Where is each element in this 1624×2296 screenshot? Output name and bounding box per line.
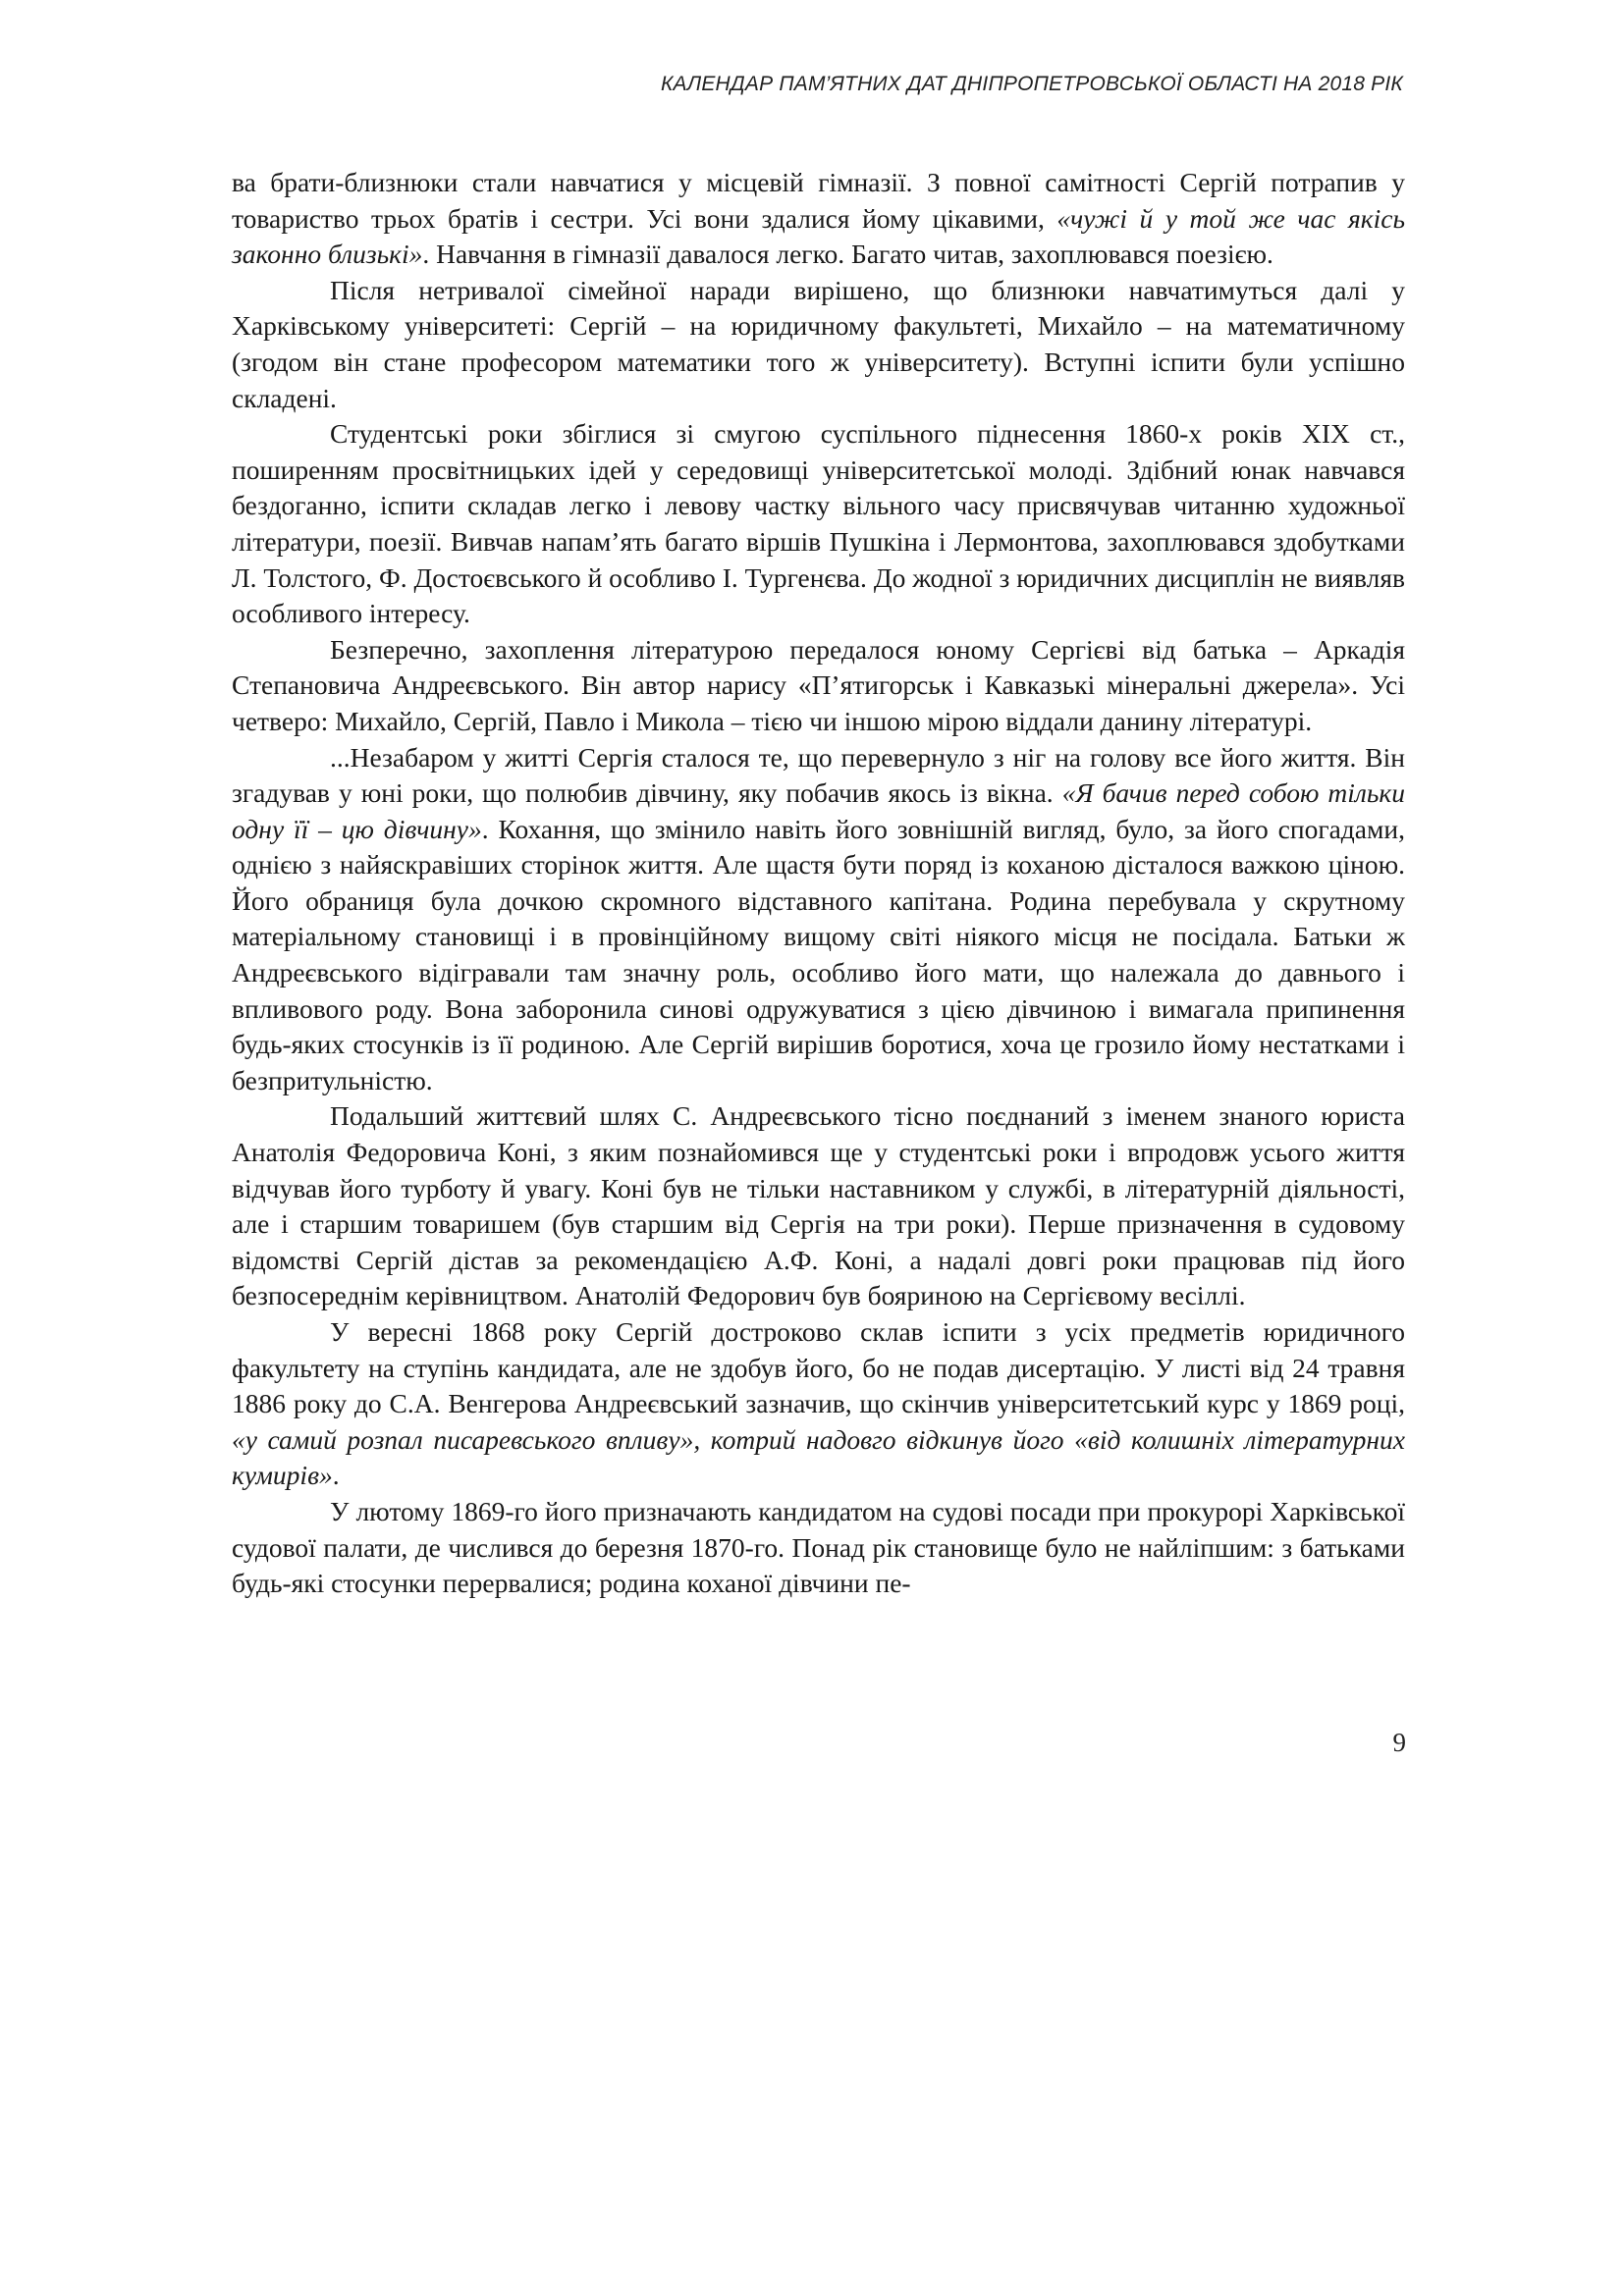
paragraph: У лютому 1869-го його призначають кандидатом на судові посади при прокурорі Харківської судової палати, де числився до березня 1870-го. Понад рік становище було не найліпшим: з батьками будь-які стосунки перервалися; родина коханої дівчини пе- bbox=[232, 1495, 1405, 1599]
paragraph: Подальший життєвий шлях С. Андреєвського тісно поєднаний з іменем знаного юриста Анатолія Федоровича Коні, з яким познайомився ще у студентські роки і впродовж усього життя відчував його турботу й увагу. Коні був не тільки наставником у службі, в літературній діяльності, але і старшим товаришем (був старшим від Сергія на три роки). Перше призначення в судовому відомстві Сергій дістав за рекомендацією А.Ф. Коні, а надалі довгі роки працював під його безпосереднім керівництвом. Анатолій Федорович був бояриною на Сергієвому весіллі. bbox=[232, 1100, 1405, 1311]
paragraph: ва брати-близнюки стали навчатися у місцевій гімназії. З повної самітності Сергій потрапив у товариство трьох братів і сестри. Усі вони здалися йому цікавими, «чужі й у той же час якісь законно близькі». Навчання в гімназії давалося легко. Багато читав, захоплювався поезією. bbox=[232, 167, 1405, 270]
running-header: КАЛЕНДАР ПАМ’ЯТНИХ ДАТ ДНІПРОПЕТРОВСЬКОЇ ОБЛАСТІ НА 2018 РІК bbox=[660, 73, 1403, 95]
paragraph: Після нетривалої сімейної наради вирішено, що близнюки навчатимуться далі у Харківському університеті: Сергій – на юридичному факультеті, Михайло – на математичному (згодом він стане професором математики того ж університету). Вступні іспити були успішно складені. bbox=[232, 274, 1405, 413]
paragraph: Студентські роки збіглися зі смугою суспільного піднесення 1860-х років XIX ст., поширенням просвітницьких ідей у середовищі університетської молоді. Здібний юнак навчався бездоганно, іспити складав легко і левову частку вільного часу присвячував читанню художньої літератури, поезії. Вивчав напам’ять багато віршів Пушкіна і Лермонтова, захоплювався здобутками Л. Толстого, Ф. Достоєвського й особливо І. Тургенєва. До жодної з юридичних дисциплін не виявляв особливого інтересу. bbox=[232, 418, 1405, 629]
paragraph: ...Незабаром у житті Сергія сталося те, що перевернуло з ніг на голову все його життя. Він згадував у юні роки, що полюбив дівчину, яку побачив якось із вікна. «Я бачив перед собою тільки одну її – цю дівчину». Кохання, що змінило навіть його зовнішній вигляд, було, за його спогадами, однією з найяскравіших сторінок життя. Але щастя бути поряд із коханою дісталося важкою ціною. Його обраниця була дочкою скромного відставного капітана. Родина перебувала у скрутному матеріальному становищі і в провінційному вищому світі ніякого місця не посідала. Батьки ж Андреєвського відігравали там значну роль, особливо його мати, що належала до давнього і впливового роду. Вона заборонила синові одружуватися з цією дівчиною і вимагала припинення будь-яких стосунків із її родиною. Але Сергій вирішив боротися, хоча це грозило йому нестатками і безпритульністю. bbox=[232, 741, 1405, 1095]
page-number: 9 bbox=[1392, 1728, 1406, 1757]
paragraph: Безперечно, захоплення літературою передалося юному Сергієві від батька – Аркадія Степановича Андреєвського. Він автор нарису «П’ятигорськ і Кавказькі мінеральні джерела». Усі четверо: Михайло, Сергій, Павло і Микола – тією чи іншою мірою віддали данину літературі. bbox=[232, 633, 1405, 736]
paragraph: У вересні 1868 року Сергій достроково склав іспити з усіх предметів юридичного факультету на ступінь кандидата, але не здобув його, бо не подав дисертацію. У листі від 24 травня 1886 року до С.А. Венгерова Андреєвський зазначив, що скінчив університетський курс у 1869 році, «у самий розпал писаревського впливу», котрий надовго відкинув його «від колишніх літературних кумирів». bbox=[232, 1316, 1405, 1491]
body-text bbox=[232, 165, 1405, 1602]
